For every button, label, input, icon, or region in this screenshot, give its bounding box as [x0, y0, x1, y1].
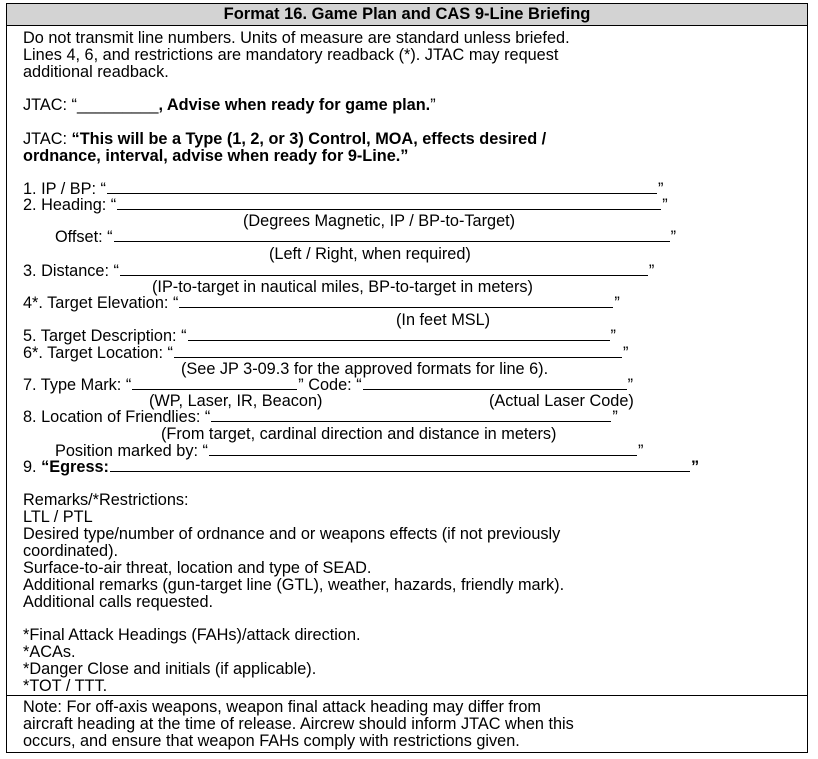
line-7-code-blank[interactable]	[363, 376, 627, 390]
jtac-control-line-1	[23, 130, 546, 148]
line-5-close: ”	[610, 327, 616, 345]
restriction-item: *ACAs.	[23, 643, 76, 661]
offset-label: Offset: “	[55, 228, 113, 246]
line-8-blank[interactable]	[211, 408, 611, 422]
line-4-note: (In feet MSL)	[396, 311, 491, 329]
restriction-item: *Final Attack Headings (FAHs)/attack direction.	[23, 626, 361, 644]
jtac2-prefix: JTAC:	[23, 130, 72, 148]
offset-close: ”	[670, 228, 677, 246]
line-7-label: 7. Type Mark: “	[23, 376, 132, 394]
briefing-form	[6, 3, 808, 753]
line-8-note: (From target, cardinal direction and distance in meters)	[161, 425, 557, 443]
line-6-label: 6*. Target Location: “	[23, 344, 173, 362]
note-line-1: Note: For off-axis weapons, weapon final attack heading may differ from	[23, 698, 541, 716]
jtac-control-line-2: ordnance, interval, advise when ready for 9-Line.”	[23, 147, 409, 165]
restriction-item: *TOT / TTT.	[23, 677, 108, 695]
line-7-note-mark: (WP, Laser, IR, Beacon)	[149, 392, 323, 410]
restriction-item: *Danger Close and initials (if applicable).	[23, 660, 317, 678]
line-6-note: (See JP 3-09.3 for the approved formats for line 6).	[181, 360, 549, 378]
jtac-game-plan-text: , Advise when ready for game plan.	[158, 96, 431, 114]
jtac-blank: _________	[76, 96, 159, 114]
line-7-mark-blank[interactable]	[132, 376, 297, 390]
line-6-blank[interactable]	[174, 344, 622, 358]
line-7-close: ”	[627, 376, 634, 394]
position-label: Position marked by: “	[55, 442, 208, 460]
offset-note: (Left / Right, when required)	[269, 245, 471, 263]
intro-line-3: additional readback.	[23, 63, 169, 81]
line-1-label: 1. IP / BP: “	[23, 180, 106, 198]
position-blank[interactable]	[209, 442, 637, 456]
line-7-code-label: ” Code: “	[298, 376, 362, 394]
line-9-egress	[23, 458, 699, 476]
line-1-blank[interactable]	[107, 180, 657, 194]
remarks-item: LTL / PTL	[23, 508, 93, 526]
jtac2-text-1: “This will be a Type (1, 2, or 3) Control, MOA, effects desired /	[71, 130, 547, 148]
line-5-blank[interactable]	[188, 327, 610, 341]
offset-line	[55, 228, 676, 246]
note-line-3: occurs, and ensure that weapon FAHs comply with restrictions given.	[23, 732, 520, 750]
line-1-close: ”	[657, 180, 664, 198]
line-9-close: ”	[690, 458, 700, 476]
offset-blank[interactable]	[114, 228, 670, 242]
line-9-label: “Egress:	[41, 458, 109, 476]
line-9-number: 9.	[23, 458, 42, 476]
line-9-blank[interactable]	[110, 458, 690, 472]
line-3-note: (IP-to-target in nautical miles, BP-to-target in meters)	[152, 278, 533, 296]
remarks-item: Surface-to-air threat, location and type of SEAD.	[23, 559, 372, 577]
jtac-game-plan-line	[23, 96, 436, 114]
form-title: Format 16. Game Plan and CAS 9-Line Briefing	[7, 4, 807, 26]
line-7-note-code: (Actual Laser Code)	[489, 392, 634, 410]
line-5-target-description	[23, 327, 616, 345]
line-2-label: 2. Heading: “	[23, 196, 117, 214]
line-3-close: ”	[648, 262, 655, 280]
line-6-close: ”	[622, 344, 629, 362]
line-8-label: 8. Location of Friendlies: “	[23, 408, 211, 426]
remarks-item: Additional remarks (gun-target line (GTL), weather, hazards, friendly mark).	[23, 576, 565, 594]
intro-line-2: Lines 4, 6, and restrictions are mandatory readback (*). JTAC may request	[23, 46, 559, 64]
line-2-note: (Degrees Magnetic, IP / BP-to-Target)	[243, 212, 516, 230]
line-4-target-elevation	[23, 294, 620, 312]
line-2-close: ”	[662, 196, 668, 214]
line-3-label: 3. Distance: “	[23, 262, 119, 280]
remarks-item: Additional calls requested.	[23, 593, 214, 611]
line-5-label: 5. Target Description: “	[23, 327, 187, 345]
remarks-item: coordinated).	[23, 542, 119, 560]
line-4-label: 4*. Target Elevation: “	[23, 294, 179, 312]
note-line-2: aircraft heading at the time of release. Aircrew should inform JTAC when this	[23, 715, 574, 733]
jtac-prefix: JTAC: “	[23, 96, 77, 114]
line-8-location-of-friendlies	[23, 408, 618, 426]
line-2-blank[interactable]	[117, 196, 661, 210]
line-3-blank[interactable]	[120, 262, 648, 276]
line-8-close: ”	[612, 408, 618, 426]
form-body	[7, 26, 807, 696]
remarks-item: Desired type/number of ordnance and or weapons effects (if not previously	[23, 525, 561, 543]
position-close: ”	[637, 442, 644, 460]
note-box	[7, 696, 807, 752]
jtac-close-quote: ”	[430, 96, 436, 114]
intro-line-1: Do not transmit line numbers. Units of measure are standard unless briefed.	[23, 29, 570, 47]
line-4-close: ”	[614, 294, 620, 312]
line-4-blank[interactable]	[179, 294, 613, 308]
remarks-heading: Remarks/*Restrictions:	[23, 491, 189, 509]
